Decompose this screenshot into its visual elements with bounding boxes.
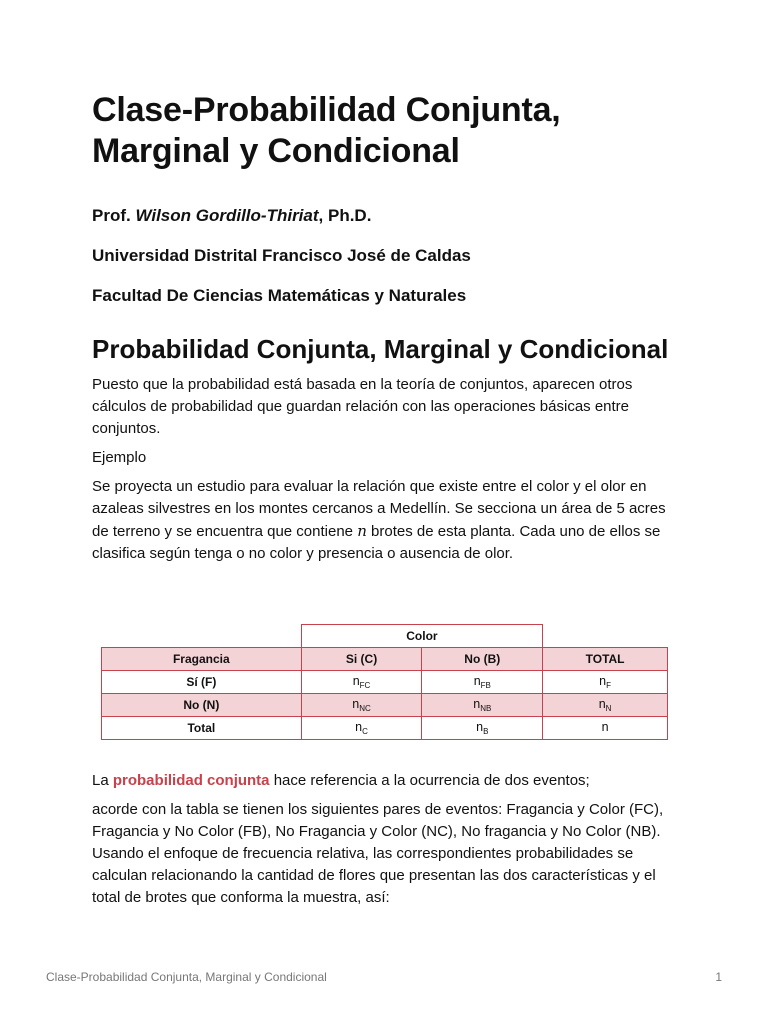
- row-label: Sí (F): [102, 671, 302, 694]
- header-fragancia: Fragancia: [102, 648, 302, 671]
- document-body: [92, 90, 676, 565]
- example-text-end: brotes de esta planta. Cada uno de ellos se clasifica según tenga o no color y presencia o ausencia de olor.: [92, 523, 661, 562]
- table-cell: $n_B$: [422, 717, 543, 740]
- joint-probability-sentence: La probabilidad conjunta hace referencia a la ocurrencia de dos eventos;: [92, 772, 590, 789]
- table-empty-cell: [102, 625, 302, 648]
- header-total: TOTAL: [543, 648, 668, 671]
- page-footer: [46, 970, 722, 984]
- contingency-table: [101, 624, 668, 740]
- example-paragraph: [92, 476, 676, 565]
- faculty-line: Facultad De Ciencias Matemáticas y Naturales: [92, 286, 467, 305]
- table-cell: $n_{FB}$: [422, 671, 543, 694]
- table-cell: $n_F$: [543, 671, 668, 694]
- table-empty-cell: [543, 625, 668, 648]
- table-group-header-row: [102, 625, 668, 648]
- document-body-continued: [92, 770, 676, 909]
- highlight-term: probabilidad conjunta: [112, 772, 270, 789]
- intro-paragraph: Puesto que la probabilidad está basada en la teoría de conjuntos, aparecen otros cálculos de probabilidad que guardan relación con las operaciones básicas entre conjuntos.: [92, 376, 633, 437]
- n-symbol: n: [357, 522, 367, 540]
- header-si-c: Si (C): [301, 648, 422, 671]
- table-cell: $n_C$: [301, 717, 422, 740]
- page-number: 1: [715, 970, 722, 984]
- document-title: Clase-Probabilidad Conjunta, Marginal y Condicional: [92, 91, 561, 170]
- table-row: [102, 694, 668, 717]
- table-header-row: [102, 648, 668, 671]
- table-cell: n: [543, 717, 668, 740]
- table-cell: $n_{NB}$: [422, 694, 543, 717]
- table-cell: $n_{NC}$: [301, 694, 422, 717]
- contingency-table-wrapper: [101, 624, 668, 740]
- example-label: Ejemplo: [92, 449, 147, 466]
- footer-title: Clase-Probabilidad Conjunta, Marginal y Condicional: [46, 970, 327, 984]
- table-row: [102, 717, 668, 740]
- table-cell: $n_{FC}$: [301, 671, 422, 694]
- row-label: Total: [102, 717, 302, 740]
- row-label: No (N): [102, 694, 302, 717]
- university-line: Universidad Distrital Francisco José de Caldas: [92, 246, 471, 265]
- author-prefix: Prof.: [92, 206, 131, 225]
- header-no-b: No (B): [422, 648, 543, 671]
- table-cell: $n_N$: [543, 694, 668, 717]
- author-line: [92, 205, 676, 227]
- example-text-start: Se proyecta un estudio para evaluar la relación que existe entre el color y el olor en azaleas silvestres en los montes cercanos a Medellín. Se secciona un área de 5 acres de terreno y se encuentra que contiene: [92, 478, 666, 540]
- final-paragraph: acorde con la tabla se tienen los siguientes pares de eventos: Fragancia y Color (FC), Fragancia y No Color (FB), No Fragancia y Color (NC), No fragancia y No Color (NB). Usando el enfoque de frecuencia relativa, las correspondientes probabilidades se calculan relacionando la cantidad de flores que presentan las dos características y el total de brotes que conforma la muestra, así:: [92, 801, 664, 906]
- table-row: [102, 671, 668, 694]
- color-group-header: Color: [301, 625, 543, 648]
- section-heading: Probabilidad Conjunta, Marginal y Condicional: [92, 334, 669, 364]
- author-suffix: , Ph.D.: [318, 206, 372, 225]
- author-name: Wilson Gordillo-Thiriat: [135, 206, 319, 225]
